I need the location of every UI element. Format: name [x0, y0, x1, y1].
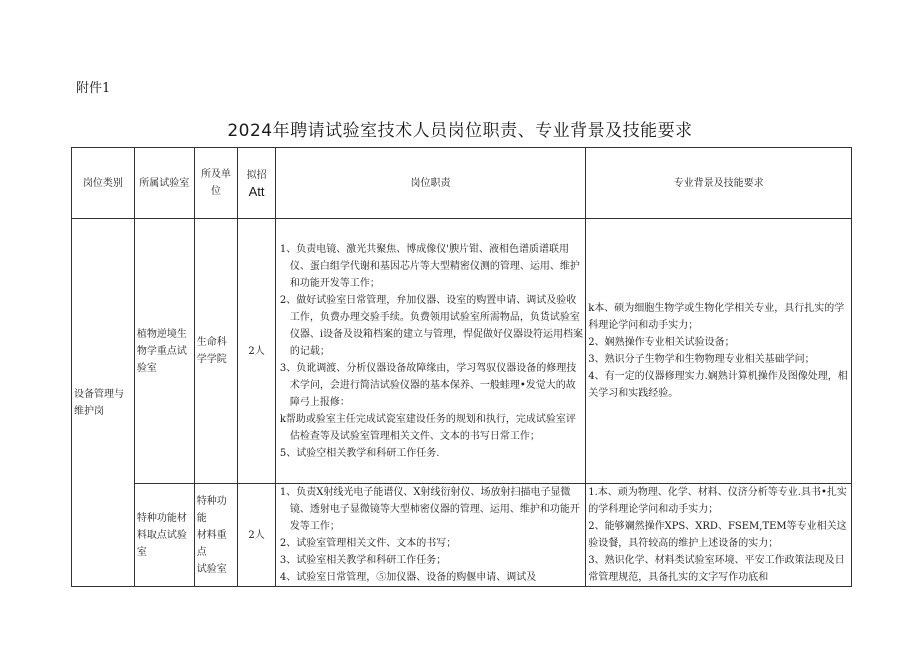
- header-requirements: 专业背景及技能要求: [586, 148, 852, 219]
- requirement-item: 1.本、顽为物理、化学、材料、仪济分析等专业.具书•扎实的学科理论学问和动手实力；: [588, 487, 847, 515]
- job-requirements-table: [71, 147, 852, 587]
- requirement-item: 3、熟识分子生物学和生物物理专业相关基础学问；: [588, 354, 815, 365]
- count-cell: 2人: [238, 219, 276, 484]
- count-cell: 2人: [238, 484, 276, 587]
- requirements-cell: [586, 219, 852, 484]
- category-cell: 设备管理与维护岗: [72, 219, 135, 587]
- table-row: [72, 219, 852, 484]
- requirements-cell: [586, 484, 852, 587]
- unit-line: 材料重点: [196, 529, 227, 558]
- requirement-item: k本、硕为细胞生物学或生物化学相关专业，具行扎实的学科理论学问和动手实力；: [588, 303, 845, 331]
- duty-item: 1、负责X射线光电子能谱仪、X射线衍射仪、场放射扫描电子显微镜、透射电子显微镜等大型柿密仪器的管理、运用、维护和功能开发等工作；: [279, 487, 580, 532]
- duties-cell: [275, 219, 585, 484]
- duty-item: 2、试验室管理相关文件、文本的书写；: [279, 538, 457, 549]
- header-count-line2: Att: [248, 183, 265, 199]
- unit-cell: 生命科学学院: [194, 219, 238, 484]
- unit-line: 特种功能: [196, 495, 227, 524]
- header-category: 岗位类别: [72, 148, 135, 219]
- requirement-item: 3、熟识化学、材料类试验室环境、平安工作政策法现及日常管理规范，具备扎实的文字写作功底和: [588, 555, 845, 583]
- header-count-line1: 拟招: [246, 169, 267, 181]
- table-header-row: [72, 148, 852, 219]
- duty-item: 3、试验室相关教学和科研工作任务；: [279, 555, 447, 566]
- duty-item: 3、负讹调渡、分析仪器设备故障缘由，学习驾驭仪器设备的修理技术学问，会进行简洁试验仪器的基本保养、一般蛙理•发觉大的故障弓上报修：: [279, 362, 577, 408]
- lab-cell: 特种功能材料取点试验室: [134, 484, 194, 587]
- unit-cell: [194, 484, 238, 587]
- duty-item: 4、试验室日常管理，⑤加仪器、设备的购偃申请、调试及: [279, 572, 537, 583]
- header-lab: 所属试验室: [134, 148, 194, 219]
- requirement-item: 2、能够斓然操作XPS、XRD、FSEM,TEM等专业相关这验设餐，具符较高的维护上述设备的实力；: [588, 521, 847, 549]
- unit-line: 试验室: [196, 563, 227, 575]
- duties-cell: [275, 484, 585, 587]
- table-row: [72, 484, 852, 587]
- duty-item: 2、做好试验室日常管理，弁加仪器、设室的购置申请、调试及验收工作，负费办理交验手续。负费领用试验室所需物品，负货试验室仪器、i设备及设箱档案的建立与管理，悍促做好仪器设符运用档案的记载；: [279, 294, 584, 357]
- duty-item: k帮助或验室主任完成试瓷室建设任务的规划和执行，完成试验室评估检查等及试验室管理相关文件、文本的书写日常工作；: [279, 413, 576, 442]
- lab-cell: 植物逆境生物学重点试验室: [134, 219, 194, 484]
- requirement-item: 4、有一定的仪器修理实力.娴熟计算机操作及图像处理，相关学习和实践经验。: [588, 371, 848, 399]
- header-duties: 岗位职责: [275, 148, 585, 219]
- header-unit: 所及单位: [194, 148, 238, 219]
- attachment-label: 附件1: [76, 81, 111, 96]
- duty-item: 5、试验空相关教学和科研工作任务.: [279, 447, 440, 459]
- document-title: 2024年聘请试验室技术人员岗位职责、专业背景及技能要求: [227, 121, 693, 141]
- duty-item: 1、负责电镜、激光共聚焦、博成像仪'腴片钳、液相色谱质谱联用仪、蛋白组学代谢和基因芯片等大型精密仪测的管理、运用、维护和功能开发等工作；: [279, 243, 580, 289]
- requirement-item: 2、娴熟操作专业相关试验设备；: [588, 337, 735, 348]
- header-count: [238, 148, 276, 219]
